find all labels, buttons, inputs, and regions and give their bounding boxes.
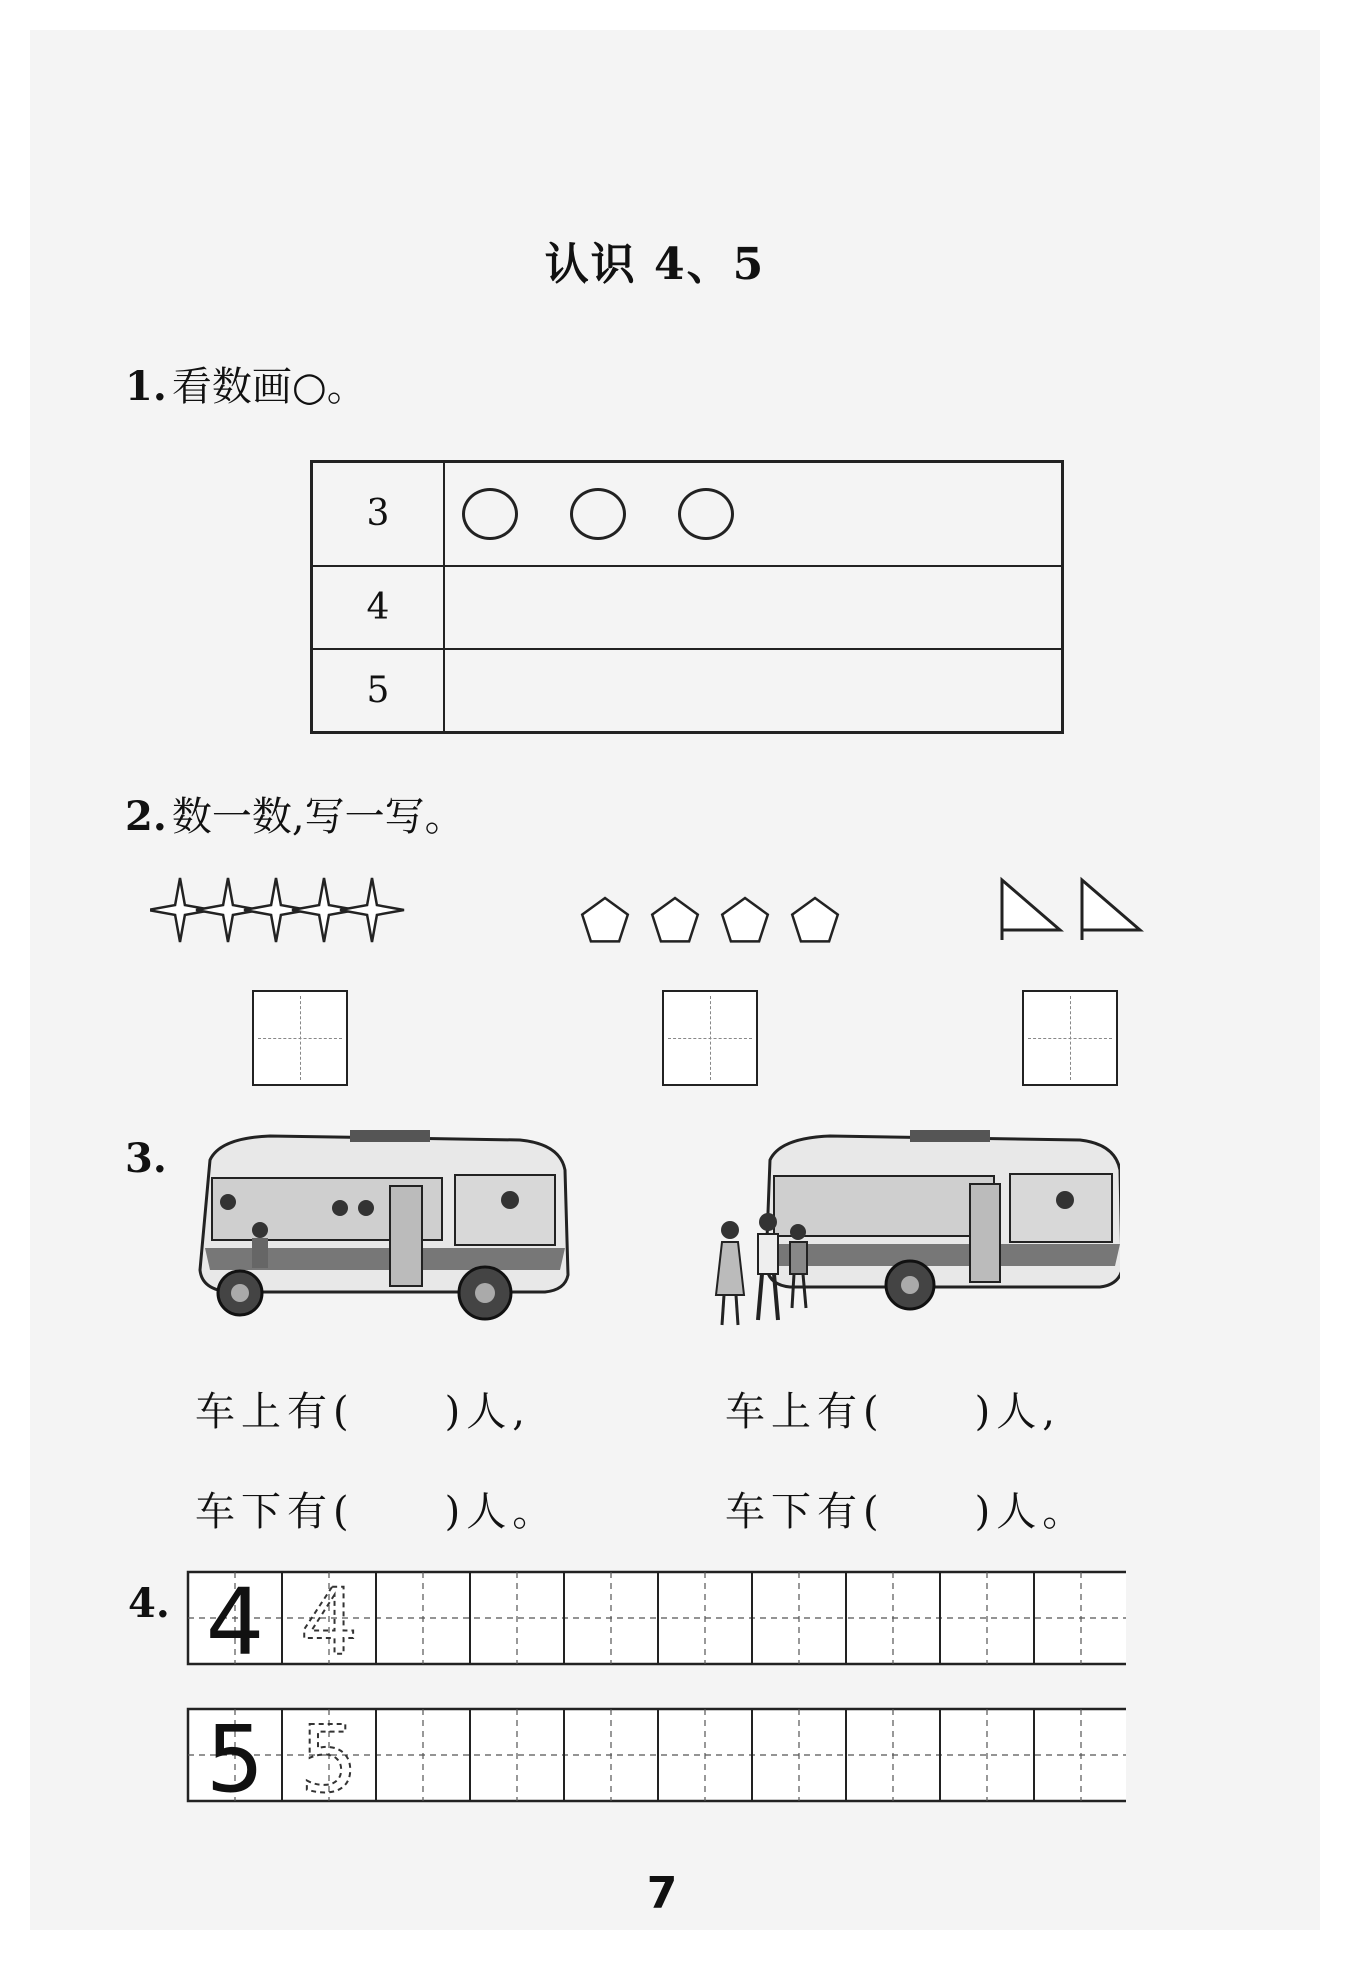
bus-icon: [766, 1130, 1120, 1309]
trace-digit: 4: [299, 1570, 359, 1676]
circle-icon: [678, 488, 734, 540]
on-bus-close: )人,: [974, 1389, 1061, 1435]
trace-digit: 5: [299, 1706, 359, 1813]
digit-writing-grids: [186, 1570, 1126, 1820]
circle-cell[interactable]: [444, 566, 1063, 649]
question-2-number: 2.: [125, 793, 167, 840]
off-bus-close: )人。: [974, 1489, 1089, 1535]
scene-2-off-bus-line: [725, 1480, 1088, 1537]
off-bus-close: )人。: [444, 1489, 559, 1535]
page-number: 7: [646, 1868, 678, 1919]
circle-icon: [570, 488, 626, 540]
table-row: [312, 566, 1063, 649]
pentagon-icon: [722, 898, 768, 941]
question-4-number: 4.: [128, 1580, 170, 1627]
writing-grid-4[interactable]: [188, 1570, 1126, 1676]
draw-circles-table: [310, 460, 1064, 734]
flag-triangle-icon: [1002, 880, 1060, 930]
pentagon-group: [582, 898, 838, 941]
people-icon: [716, 1213, 807, 1325]
circle-icon: [462, 488, 518, 540]
question-1-text: 看数画○。: [171, 364, 367, 410]
question-3-number: 3.: [125, 1135, 167, 1182]
off-bus-label: 车下有(: [725, 1489, 885, 1535]
answer-box-flags[interactable]: [1022, 990, 1118, 1086]
answer-box-stars[interactable]: [252, 990, 348, 1086]
answer-box-pentagons[interactable]: [662, 990, 758, 1086]
table-row: [312, 462, 1063, 566]
on-bus-label: 车上有(: [195, 1389, 355, 1435]
sample-digit: 5: [205, 1706, 265, 1813]
row-number: 3: [312, 462, 445, 566]
pentagon-icon: [652, 898, 698, 941]
table-row: [312, 649, 1063, 733]
bus-icon: [200, 1130, 568, 1319]
question-2-heading: [125, 785, 465, 842]
flag-triangle-icon: [1082, 880, 1140, 930]
row-number: 5: [312, 649, 445, 733]
on-bus-label: 车上有(: [725, 1389, 885, 1435]
page-title: 认识 4、5: [544, 239, 766, 290]
flag-group: [1002, 880, 1140, 940]
circle-cell[interactable]: [444, 649, 1063, 733]
star-group: [150, 878, 404, 942]
star-icon: [340, 878, 404, 942]
scene-2-on-bus-line: [725, 1380, 1061, 1437]
row-number: 4: [312, 566, 445, 649]
circle-group: [446, 488, 1060, 540]
question-1-heading: [125, 355, 367, 412]
bus-illustration-2: [710, 1130, 1120, 1340]
circle-cell[interactable]: [444, 462, 1063, 566]
question-4-heading: [128, 1580, 170, 1627]
question-1-number: 1.: [125, 363, 167, 410]
sample-digit: 4: [205, 1570, 265, 1676]
pentagon-icon: [582, 898, 628, 941]
pentagon-icon: [792, 898, 838, 941]
question-3-heading: [125, 1135, 167, 1182]
shape-groups: [150, 860, 1150, 970]
bus-illustration-1: [190, 1130, 580, 1330]
scene-1-on-bus-line: [195, 1380, 531, 1437]
writing-grid-5[interactable]: [188, 1706, 1126, 1813]
on-bus-close: )人,: [444, 1389, 531, 1435]
scene-1-off-bus-line: [195, 1480, 558, 1537]
off-bus-label: 车下有(: [195, 1489, 355, 1535]
question-2-text: 数一数,写一写。: [171, 794, 465, 840]
